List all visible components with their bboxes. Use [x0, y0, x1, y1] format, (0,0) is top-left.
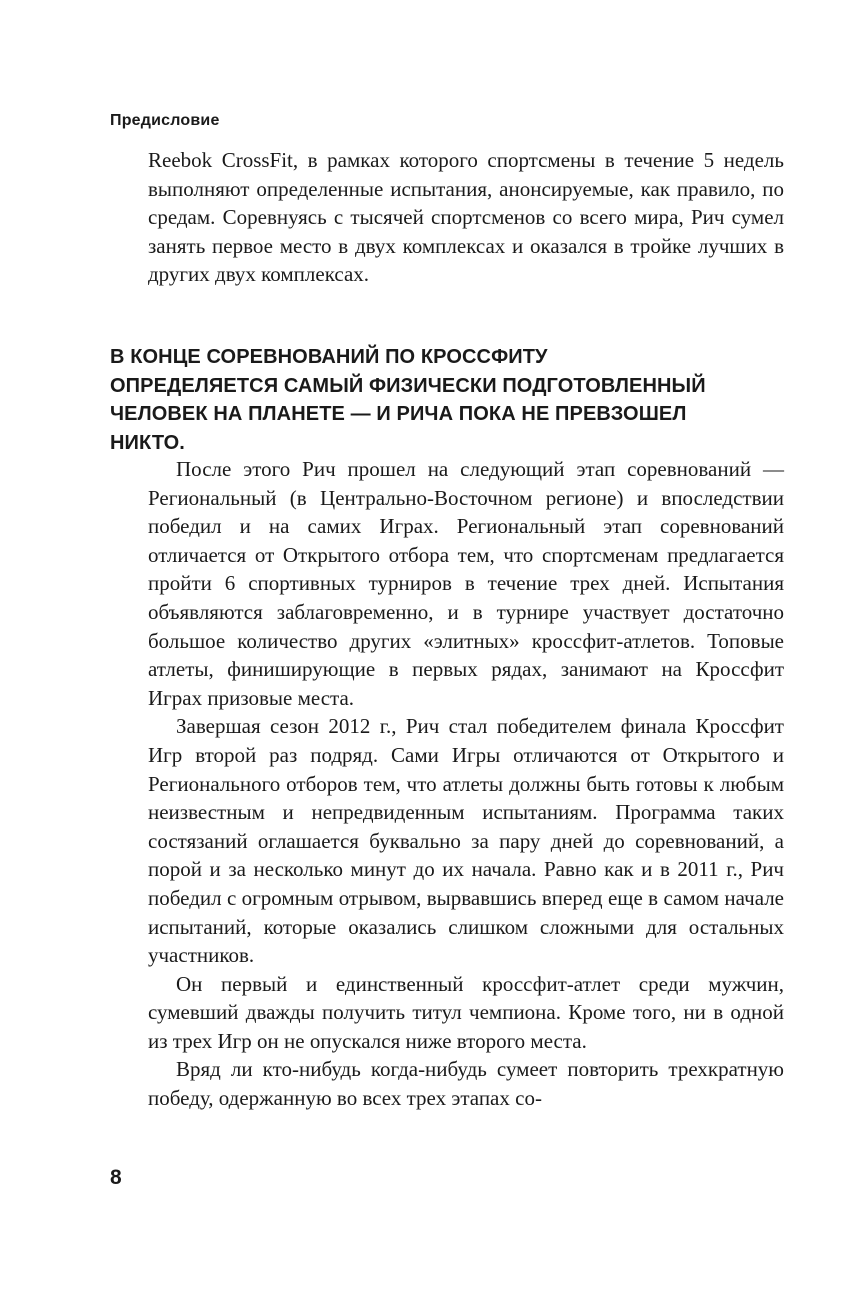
page-number: 8	[110, 1166, 122, 1189]
pull-quote: В КОНЦЕ СОРЕВНОВАНИЙ ПО КРОССФИТУ ОПРЕДЕЛЯЕТСЯ САМЫЙ ФИЗИЧЕСКИ ПОДГОТОВЛЕННЫЙ ЧЕЛОВЕК НА ПЛАНЕТЕ — И РИЧА ПОКА НЕ ПРЕВЗОШЕЛ НИКТО.	[110, 346, 706, 454]
intro-paragraph: Reebok CrossFit, в рамках которого спортсмены в течение 5 недель выполняют определенные испытания, анонсируемые, как правило, по средам. Соревнуясь с тысячей спортсменов со всего мира, Рич сумел занять первое место в двух комплексах и оказался в тройке лучших в других двух комплексах.	[148, 148, 784, 287]
paragraph-4: Вряд ли кто-нибудь когда-нибудь сумеет повторить трехкратную победу, одержанную во всех трех этапах со-	[148, 1057, 784, 1111]
main-text	[148, 455, 784, 1113]
paragraph-2: Завершая сезон 2012 г., Рич стал победителем финала Кроссфит Игр второй раз подряд. Сами Игры отличаются от Открытого и Регионального отборов тем, что атлеты должны быть готовы к любым неизвестным и непредвиденным испытаниям. Программа таких состязаний оглашается буквально за пару дней до соревнований, а порой и за несколько минут до их начала. Равно как и в 2011 г., Рич победил с огромным отрывом, вырвавшись вперед еще в самом начале испытаний, которые оказались слишком сложными для остальных участников.	[148, 714, 784, 968]
paragraph-3: Он первый и единственный кроссфит-атлет среди мужчин, сумевший дважды получить титул чемпиона. Кроме того, ни в одной из трех Игр он не опускался ниже второго места.	[148, 971, 784, 1053]
paragraph-1: После этого Рич прошел на следующий этап соревнований — Региональный (в Центрально-Восточном регионе) и впоследствии победил и на самих Играх. Региональный этап соревнований отличается от Открытого отбора тем, что спортсменам предлагается пройти 6 спортивных турниров в течение трех дней. Испытания объявляются заблаговременно, и в турнире участвует достаточно большое количество других «элитных» кроссфит-атлетов. Топовые атлеты, финиширующие в первых рядах, занимают на Кроссфит Играх призовые места.	[148, 457, 784, 710]
running-head: Предисловие	[110, 112, 220, 129]
